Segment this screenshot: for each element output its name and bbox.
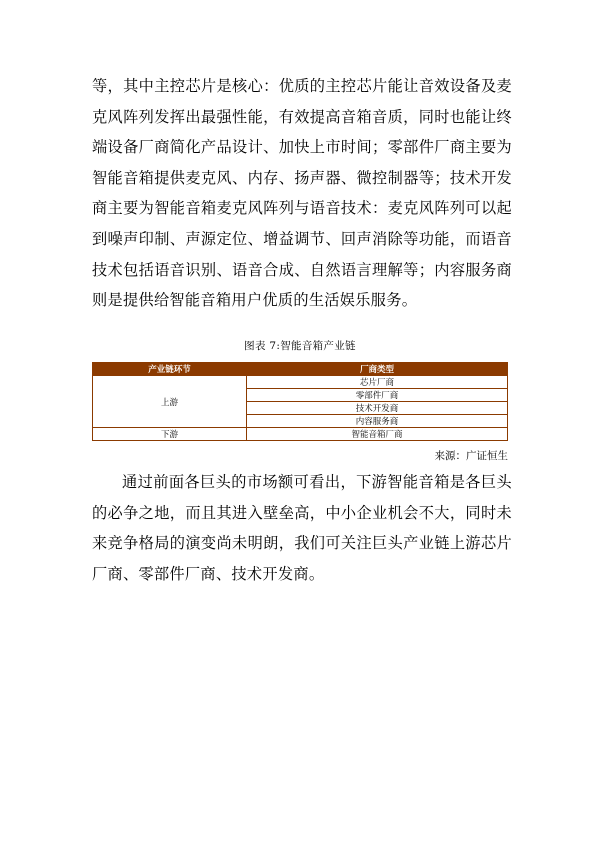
header-chain-segment: 产业链环节	[93, 363, 247, 376]
body-paragraph-1: 等，其中主控芯片是核心：优质的主控芯片能让音效设备及麦克风阵列发挥出最强性能，有效提高音箱音质，同时也能让终端设备厂商简化产品设计、加快上市时间；零部件厂商主要为智能音箱提供麦克风、内存、扬声器、微控制器等；技术开发商主要为智能音箱麦克风阵列与语音技术：麦克风阵列可以起到噪声印制、声源定位、增益调节、回声消除等功能，而语音技术包括语音识别、语音合成、自然语言理解等；内容服务商则是提供给智能音箱用户优质的生活娱乐服务。	[92, 77, 512, 310]
vendor-tech-dev: 技术开发商	[247, 402, 508, 415]
vendor-chip: 芯片厂商	[247, 376, 508, 389]
header-vendor-type: 厂商类型	[247, 363, 508, 376]
vendor-content-service: 内容服务商	[247, 415, 508, 428]
body-paragraph-2: 通过前面各巨头的市场额可看出，下游智能音箱是各巨头的必争之地，而且其进入壁垒高，中小企业机会不大，同时未来竞争格局的演变尚未明朗，我们可关注巨头产业链上游芯片厂商、零部件厂商、技术开发商。	[92, 473, 512, 583]
segment-downstream: 下游	[93, 428, 247, 441]
figure-caption: 图表 7:智能音箱产业链	[244, 340, 356, 352]
table-header-row	[93, 363, 508, 376]
table-row	[93, 428, 508, 441]
figure-source: 来源：广证恒生	[434, 450, 508, 462]
vendor-components: 零部件厂商	[247, 389, 508, 402]
segment-upstream: 上游	[93, 376, 247, 428]
industry-chain-table	[92, 362, 508, 441]
table-row	[93, 376, 508, 389]
vendor-smart-speaker: 智能音箱厂商	[247, 428, 508, 441]
